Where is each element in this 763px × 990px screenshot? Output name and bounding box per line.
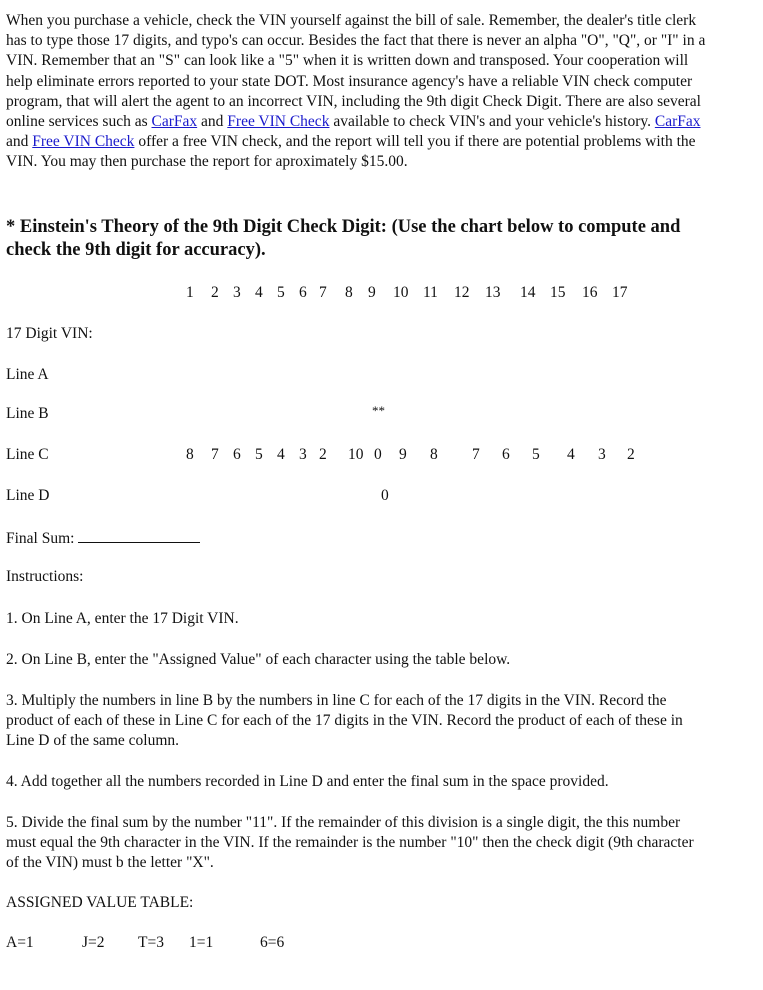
position-number-16: 16 [582,284,598,301]
assigned-values-row [6,934,406,954]
instruction-step-1: 1. On Line A, enter the 17 Digit VIN. [6,610,239,627]
intro-text-1: When you purchase a vehicle, check the VIN yourself against the bill of sale. Remember, the dealer's title clerk has to type those 17 digits, and typo's can occur. Besides the fact that there is never an alpha "O", "Q", or "I" in a VIN. Remember that an "S" can look like a "5" when it is written down and transposed. Your cooperation will help eliminate errors reported to your state DOT. Most insurance agency's have a reliable VIN check computer program, that will alert the agent to an incorrect VIN, including the 9th digit Check Digit. There are also several online services such as [6,12,706,131]
final-sum-label: Final Sum: [6,530,75,547]
position-number-15: 15 [550,284,566,301]
line-c-weight-16: 3 [598,446,606,463]
intro-paragraph [6,11,706,173]
line-c-weight-12: 7 [472,446,480,463]
free-vin-check-link-2[interactable]: Free VIN Check [32,133,135,151]
position-number-13: 13 [485,284,501,301]
intro-text-2: and [197,113,228,131]
intro-block [6,11,706,173]
line-c-label: Line C [6,446,49,463]
instructions-label: Instructions: [6,568,84,585]
instruction-step-4: 4. Add together all the numbers recorded in Line D and enter the final sum in the space provided. [6,773,609,790]
line-c-weight-11: 8 [430,446,438,463]
line-c-weight-13: 6 [502,446,510,463]
line-b-label: Line B [6,405,49,422]
position-number-11: 11 [423,284,438,301]
line-c-weight-15: 4 [567,446,575,463]
final-sum-row [6,528,200,548]
position-number-2: 2 [211,284,219,301]
position-number-9: 9 [368,284,376,301]
position-number-8: 8 [345,284,353,301]
intro-text-3: available to check VIN's and your vehicle's history. [329,113,655,131]
theory-heading: * Einstein's Theory of the 9th Digit Check Digit: (Use the chart below to compute and check the 9th digit for accuracy). [6,217,681,260]
position-number-3: 3 [233,284,241,301]
line-b-check-marker: ** [372,403,385,418]
line-c-weight-4: 5 [255,446,263,463]
position-number-17: 17 [612,284,628,301]
position-number-1: 1 [186,284,194,301]
position-number-7: 7 [319,284,327,301]
position-number-10: 10 [393,284,409,301]
assigned-value-6: 6=6 [260,934,285,951]
line-d-label: Line D [6,487,50,504]
line-c-weight-9: 0 [374,446,382,463]
carfax-link-2[interactable]: CarFax [654,113,701,131]
line-c-weight-8: 10 [348,446,364,463]
free-vin-check-link[interactable]: Free VIN Check [227,113,330,131]
line-c-weight-17: 2 [627,446,635,463]
line-c-weight-3: 6 [233,446,241,463]
line-a-label: Line A [6,366,49,383]
line-c-weight-2: 7 [211,446,219,463]
instruction-step-5: 5. Divide the final sum by the number "11". If the remainder of this division is a single digit, the this number must equal the 9th character in the VIN. If the remainder is the number "10" then the check digit (9th character of the VIN) must b the letter "X". [6,814,694,871]
instruction-step-2: 2. On Line B, enter the "Assigned Value" of each character using the table below. [6,651,511,668]
intro-text-4: and [6,133,33,151]
line-c-weight-14: 5 [532,446,540,463]
line-c-weight-6: 3 [299,446,307,463]
assigned-value-t: T=3 [138,934,164,951]
line-d-check-value: 0 [381,487,389,504]
line-c-weight-5: 4 [277,446,285,463]
line-c-weight-7: 2 [319,446,327,463]
assigned-value-1: 1=1 [189,934,214,951]
assigned-value-j: J=2 [82,934,105,951]
position-number-14: 14 [520,284,536,301]
instruction-step-3: 3. Multiply the numbers in line B by the numbers in line C for each of the 17 digits in the VIN. Record the product of each of these in Line C for each of the 17 digits in the VIN. Record the product of each of these in Line D of the same column. [6,692,683,749]
position-number-4: 4 [255,284,263,301]
carfax-link[interactable]: CarFax [151,113,198,131]
position-number-5: 5 [277,284,285,301]
final-sum-blank [78,528,200,543]
intro-text-5: offer a free VIN check, and the report will tell you if there are potential problems with the VIN. You may then purchase the report for aproximately $15.00. [6,133,696,171]
line-c-weight-1: 8 [186,446,194,463]
position-number-12: 12 [454,284,470,301]
line-c-weight-10: 9 [399,446,407,463]
assigned-value-a: A=1 [6,934,34,951]
assigned-table-label: ASSIGNED VALUE TABLE: [6,894,194,911]
position-number-6: 6 [299,284,307,301]
vin-label: 17 Digit VIN: [6,325,93,342]
